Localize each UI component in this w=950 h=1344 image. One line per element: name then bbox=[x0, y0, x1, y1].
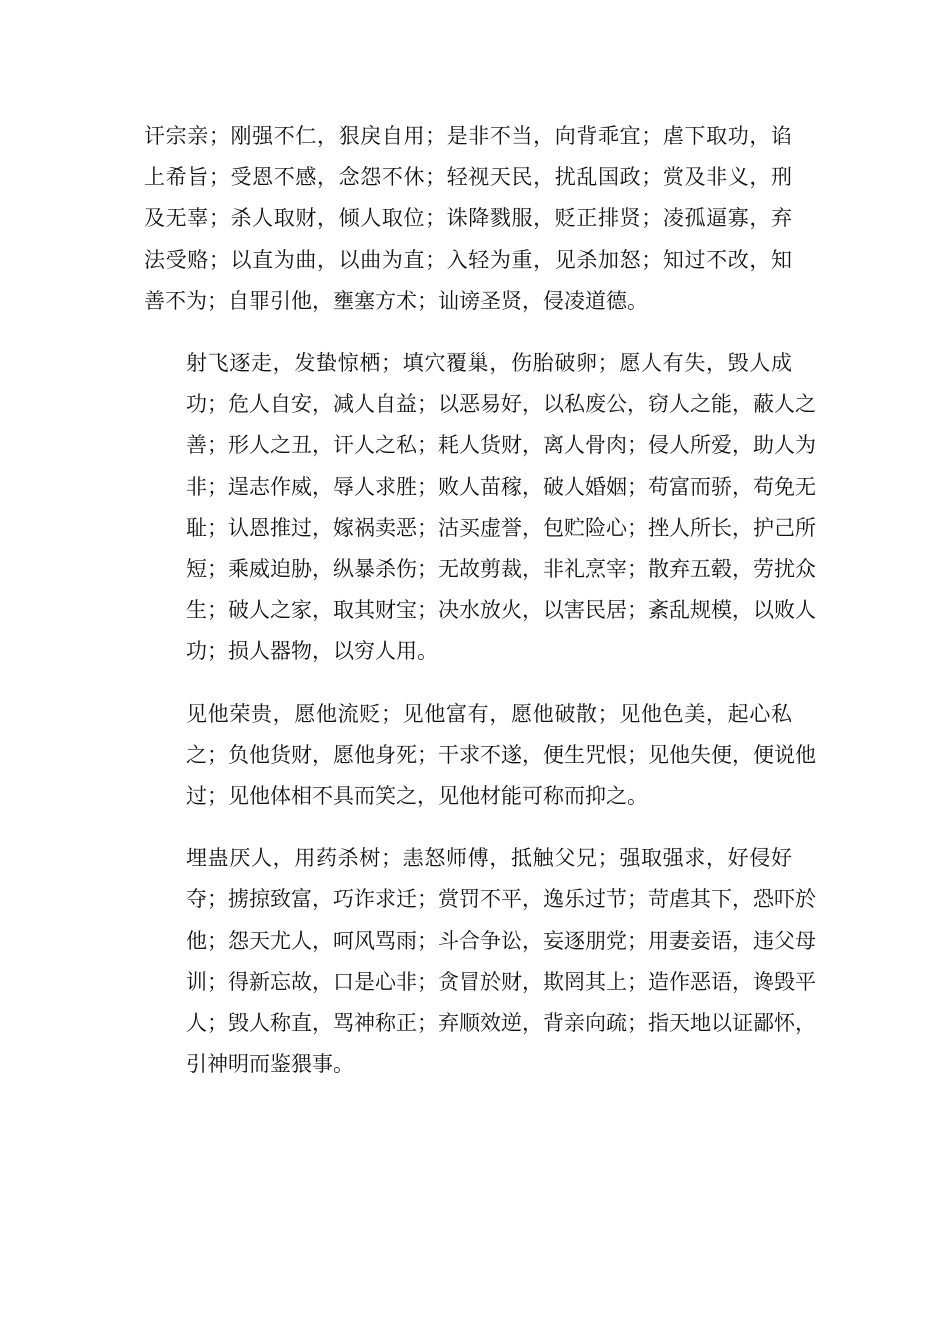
text-line: 讦宗亲；刚强不仁，狠戾自用；是非不当，向背乖宜；虐下取功，谄 bbox=[144, 124, 792, 148]
text-line: 耻；认恩推过，嫁祸卖恶；沽买虚誉，包贮险心；挫人所长，护己所 bbox=[186, 515, 816, 540]
text-line: 善；形人之丑，讦人之私；耗人货财，离人骨肉；侵人所爱，助人为 bbox=[186, 433, 816, 458]
paragraph-2 bbox=[144, 343, 816, 673]
paragraph-3 bbox=[144, 694, 816, 818]
text-line: 引神明而鉴猥事。 bbox=[186, 1052, 354, 1077]
text-line: 射飞逐走，发蛰惊栖；填穴覆巢，伤胎破卵；愿人有失，毁人成 bbox=[186, 351, 792, 376]
text-line: 之；负他货财，愿他身死；干求不遂，便生咒恨；见他失便，便说他 bbox=[186, 742, 816, 767]
text-line: 法受赂；以直为曲，以曲为直；入轻为重，见杀加怒；知过不改，知 bbox=[144, 247, 792, 272]
text-line: 上希旨；受恩不感，念怨不休；轻视天民，扰乱国政；赏及非义，刑 bbox=[144, 165, 792, 190]
text-line: 埋蛊厌人，用药杀树；恚怒师傅，抵触父兄；强取强求，好侵好 bbox=[186, 846, 792, 871]
text-line: 功；损人器物，以穷人用。 bbox=[186, 639, 438, 664]
text-line: 夺；掳掠致富，巧诈求迁；赏罚不平，逸乐过节；苛虐其下，恐吓於 bbox=[186, 887, 816, 912]
text-line: 善不为；自罪引他，壅塞方术；讪谤圣贤，侵凌道德。 bbox=[144, 288, 648, 313]
text-line: 他；怨天尤人，呵风骂雨；斗合争讼，妄逐朋党；用妻妾语，违父母 bbox=[186, 928, 816, 953]
text-line: 人；毁人称直，骂神称正；弃顺效逆，背亲向疏；指天地以证鄙怀， bbox=[186, 1011, 816, 1036]
document-page bbox=[144, 116, 816, 1106]
text-line: 见他荣贵，愿他流贬；见他富有，愿他破散；见他色美，起心私 bbox=[186, 701, 792, 726]
paragraph-1 bbox=[144, 116, 792, 322]
text-line: 过；见他体相不具而笑之，见他材能可称而抑之。 bbox=[186, 784, 648, 809]
paragraph-4 bbox=[144, 838, 816, 1085]
text-line: 生；破人之家，取其财宝；决水放火，以害民居；紊乱规模，以败人 bbox=[186, 598, 816, 623]
text-line: 功；危人自安，减人自益；以恶易好，以私废公，窃人之能，蔽人之 bbox=[186, 392, 816, 417]
text-line: 短；乘威迫胁，纵暴杀伤；无故剪裁，非礼烹宰；散弃五毂，劳扰众 bbox=[186, 557, 816, 582]
text-line: 训；得新忘故，口是心非；贪冒於财，欺罔其上；造作恶语，谗毁平 bbox=[186, 969, 816, 994]
text-line: 及无辜；杀人取财，倾人取位；诛降戮服，贬正排贤；凌孤逼寡，弃 bbox=[144, 206, 792, 231]
text-line: 非；逞志作威，辱人求胜；败人苗稼，破人婚姻；苟富而骄，苟免无 bbox=[186, 474, 816, 499]
